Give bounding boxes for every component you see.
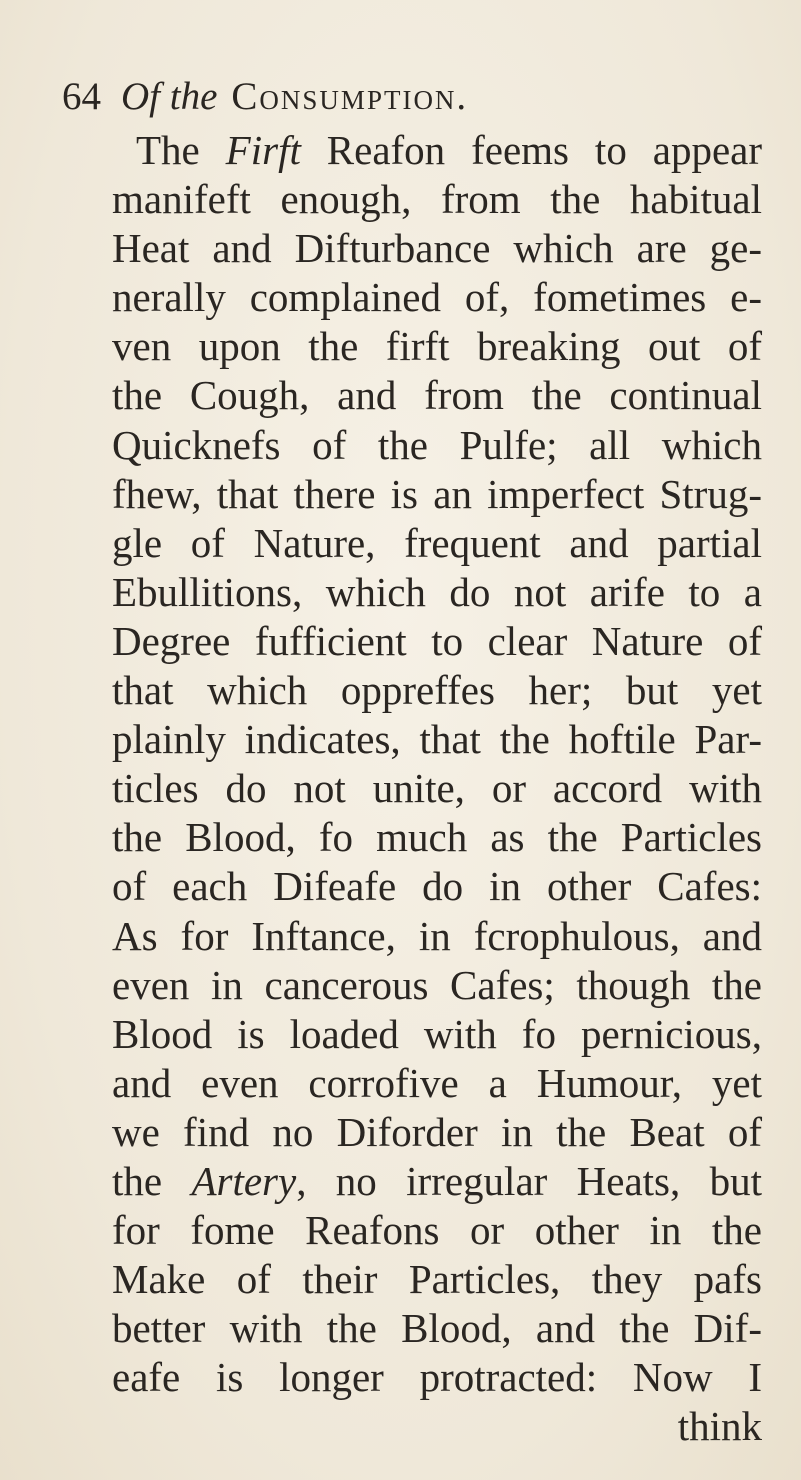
text-line: As for Inftance, in fcrophulous, and bbox=[112, 912, 762, 959]
text-line: Degree fufficient to clear Nature of bbox=[112, 617, 762, 664]
text-line: Blood is loaded with fo pernicious, bbox=[112, 1010, 762, 1057]
text-line: and even corrofive a Humour, yet bbox=[112, 1059, 762, 1106]
text-line: ven upon the firft breaking out of bbox=[112, 323, 762, 370]
header-title-italic: Of the bbox=[121, 75, 218, 118]
header-title-caps: Consumption. bbox=[231, 75, 469, 118]
emphasis-word: Firft bbox=[225, 127, 301, 173]
text-line: Make of their Particles, they pafs bbox=[112, 1256, 762, 1303]
text-line: the Artery, no irregular Heats, but bbox=[112, 1157, 762, 1204]
text-line: Quicknefs of the Pulfe; all which bbox=[112, 421, 762, 468]
text-line: the Blood, fo much as the Particles bbox=[112, 814, 762, 861]
text-line: for fome Reafons or other in the bbox=[112, 1207, 762, 1254]
text-line: of each Difeafe do in other Cafes: bbox=[112, 863, 762, 910]
catchword: think bbox=[677, 1403, 762, 1450]
text-line: that which oppreffes her; but yet bbox=[112, 667, 762, 714]
body-text bbox=[112, 126, 762, 1452]
text-line: plainly indicates, that the hoftile Par- bbox=[112, 716, 762, 763]
text-line: Ebullitions, which do not arife to a bbox=[112, 568, 762, 615]
text-line: gle of Nature, frequent and partial bbox=[112, 519, 762, 566]
text-line: even in cancerous Cafes; though the bbox=[112, 961, 762, 1008]
text-line: nerally complained of, fometimes e- bbox=[112, 274, 762, 321]
text-line: manifeft enough, from the habitual bbox=[112, 176, 762, 223]
page-number: 64 bbox=[62, 75, 101, 118]
running-header bbox=[62, 72, 468, 122]
emphasis-word: Artery bbox=[191, 1157, 297, 1204]
text-line: fhew, that there is an imperfect Strug- bbox=[112, 470, 762, 517]
text-line: Heat and Difturbance which are ge- bbox=[112, 225, 762, 272]
text-line: better with the Blood, and the Dif- bbox=[112, 1305, 762, 1352]
text-line: we find no Diforder in the Beat of bbox=[112, 1108, 762, 1155]
text-line: the Cough, and from the continual bbox=[112, 372, 762, 419]
text-line: eafe is longer protracted: Now I bbox=[112, 1354, 762, 1401]
text-line: ticles do not unite, or accord with bbox=[112, 765, 762, 812]
text-line: The Firft Reafon feems to appear bbox=[136, 127, 762, 173]
